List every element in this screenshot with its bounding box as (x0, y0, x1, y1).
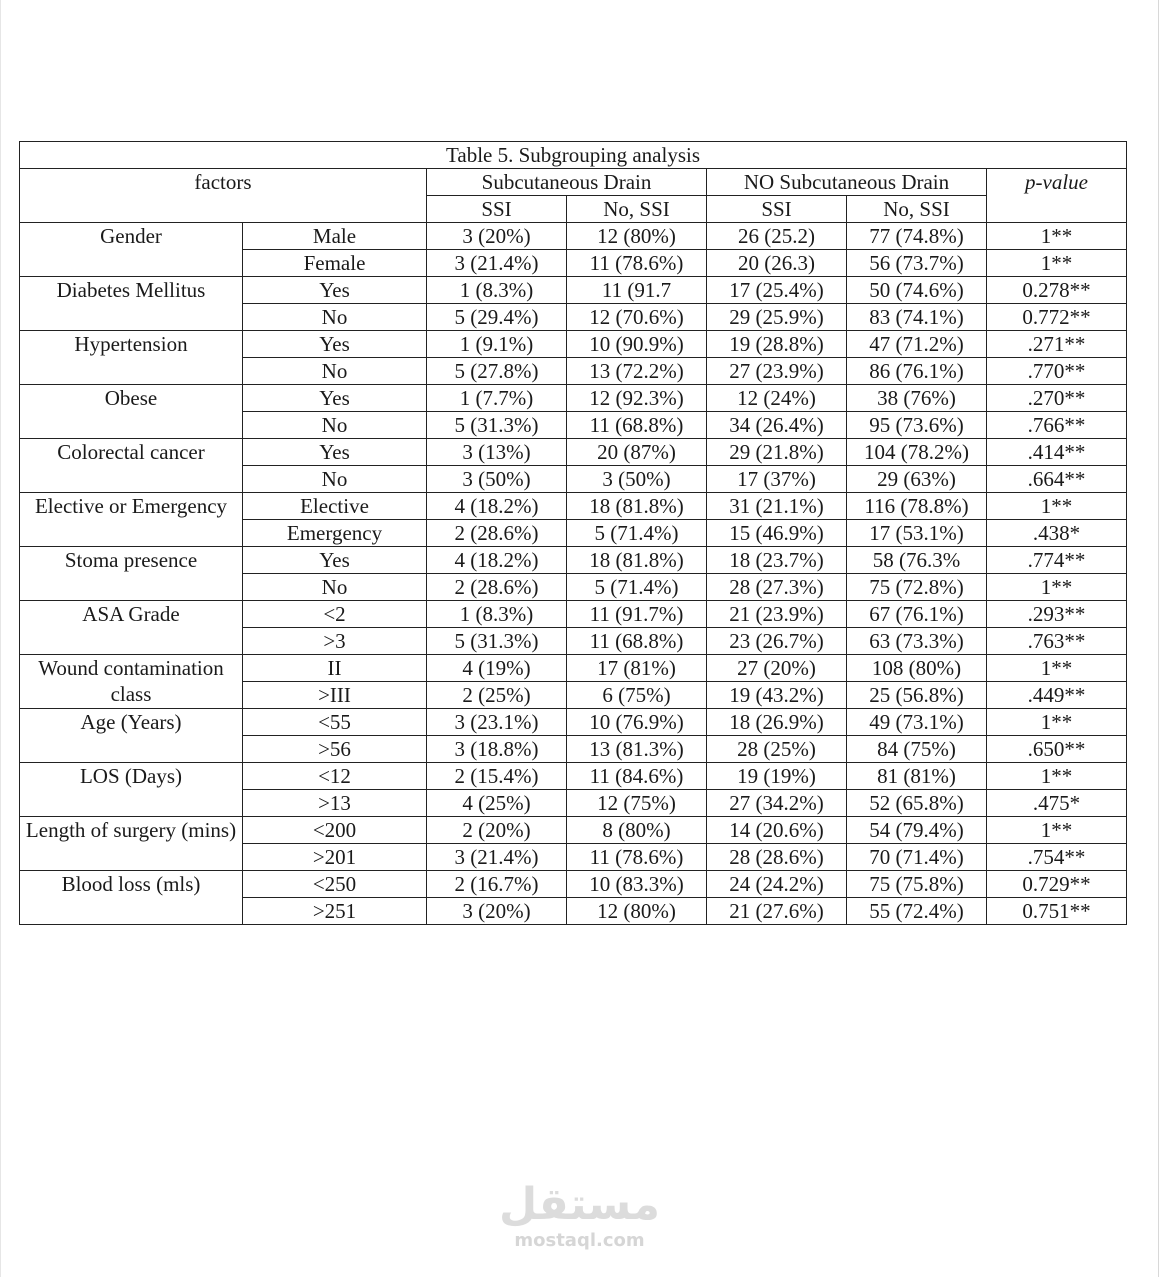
no-drain-ssi-cell: 20 (26.3) (707, 250, 847, 277)
drain-ssi-cell: 1 (7.7%) (427, 385, 567, 412)
no-drain-no-ssi-cell: 38 (76%) (847, 385, 987, 412)
no-drain-ssi-cell: 15 (46.9%) (707, 520, 847, 547)
factor-cell: Stoma presence (20, 547, 243, 601)
no-drain-ssi-cell: 28 (28.6%) (707, 844, 847, 871)
no-drain-no-ssi-cell: 70 (71.4%) (847, 844, 987, 871)
drain-ssi-cell: 3 (18.8%) (427, 736, 567, 763)
drain-no-ssi-cell: 11 (84.6%) (567, 763, 707, 790)
drain-no-ssi-cell: 10 (76.9%) (567, 709, 707, 736)
no-subcutaneous-drain-header: NO Subcutaneous Drain (707, 169, 987, 196)
drain-ssi-cell: 1 (9.1%) (427, 331, 567, 358)
p-value-cell: 1** (987, 655, 1127, 682)
no-drain-ssi-cell: 17 (25.4%) (707, 277, 847, 304)
drain-ssi-cell: 5 (29.4%) (427, 304, 567, 331)
factor-cell: Elective or Emergency (20, 493, 243, 547)
no-drain-ssi-cell: 12 (24%) (707, 385, 847, 412)
no-drain-no-ssi-cell: 95 (73.6%) (847, 412, 987, 439)
no-drain-no-ssi-cell: 81 (81%) (847, 763, 987, 790)
no-drain-ssi-cell: 26 (25.2) (707, 223, 847, 250)
no-drain-no-ssi-cell: 104 (78.2%) (847, 439, 987, 466)
table-row (20, 601, 1127, 628)
factor-cell: Obese (20, 385, 243, 439)
drain-no-ssi-cell: 11 (68.8%) (567, 412, 707, 439)
factor-cell: Hypertension (20, 331, 243, 385)
p-value-cell: .766** (987, 412, 1127, 439)
no-drain-ssi-header: SSI (707, 196, 847, 223)
p-value-header: p-value (987, 169, 1127, 223)
drain-ssi-cell: 3 (20%) (427, 898, 567, 925)
p-value-cell: 0.278** (987, 277, 1127, 304)
no-drain-ssi-cell: 23 (26.7%) (707, 628, 847, 655)
p-value-cell: .270** (987, 385, 1127, 412)
table-row (20, 817, 1127, 844)
no-drain-ssi-cell: 18 (23.7%) (707, 547, 847, 574)
level-cell: Yes (243, 547, 427, 574)
no-drain-no-ssi-cell: 75 (75.8%) (847, 871, 987, 898)
drain-ssi-cell: 5 (27.8%) (427, 358, 567, 385)
p-value-cell: .475* (987, 790, 1127, 817)
level-cell: No (243, 466, 427, 493)
drain-ssi-cell: 2 (28.6%) (427, 520, 567, 547)
drain-ssi-cell: 3 (23.1%) (427, 709, 567, 736)
drain-no-ssi-cell: 13 (72.2%) (567, 358, 707, 385)
drain-no-ssi-cell: 10 (83.3%) (567, 871, 707, 898)
level-cell: >201 (243, 844, 427, 871)
no-drain-ssi-cell: 21 (27.6%) (707, 898, 847, 925)
no-drain-no-ssi-cell: 49 (73.1%) (847, 709, 987, 736)
p-value-cell: 0.751** (987, 898, 1127, 925)
p-value-cell: 1** (987, 763, 1127, 790)
table-row (20, 277, 1127, 304)
no-drain-ssi-cell: 29 (25.9%) (707, 304, 847, 331)
level-cell: <250 (243, 871, 427, 898)
p-value-cell: .770** (987, 358, 1127, 385)
drain-no-ssi-cell: 11 (91.7 (567, 277, 707, 304)
level-cell: <12 (243, 763, 427, 790)
watermark-site: mostaql.com (514, 1230, 645, 1251)
drain-no-ssi-cell: 8 (80%) (567, 817, 707, 844)
level-cell: >3 (243, 628, 427, 655)
level-cell: Yes (243, 331, 427, 358)
no-drain-no-ssi-cell: 17 (53.1%) (847, 520, 987, 547)
table-row (20, 547, 1127, 574)
table-row (20, 331, 1127, 358)
no-drain-ssi-cell: 18 (26.9%) (707, 709, 847, 736)
drain-ssi-cell: 3 (21.4%) (427, 250, 567, 277)
drain-no-ssi-cell: 12 (75%) (567, 790, 707, 817)
no-drain-no-ssi-cell: 52 (65.8%) (847, 790, 987, 817)
table-row (20, 439, 1127, 466)
no-drain-ssi-cell: 19 (43.2%) (707, 682, 847, 709)
level-cell: >251 (243, 898, 427, 925)
no-drain-no-ssi-header: No, SSI (847, 196, 987, 223)
no-drain-no-ssi-cell: 116 (78.8%) (847, 493, 987, 520)
factor-cell: Wound contamination class (20, 655, 243, 709)
watermark (0, 1180, 1159, 1252)
drain-no-ssi-header: No, SSI (567, 196, 707, 223)
no-drain-ssi-cell: 24 (24.2%) (707, 871, 847, 898)
table-row (20, 385, 1127, 412)
no-drain-no-ssi-cell: 50 (74.6%) (847, 277, 987, 304)
factor-cell: Diabetes Mellitus (20, 277, 243, 331)
factors-header: factors (20, 169, 427, 223)
no-drain-no-ssi-cell: 86 (76.1%) (847, 358, 987, 385)
drain-ssi-cell: 4 (25%) (427, 790, 567, 817)
drain-no-ssi-cell: 18 (81.8%) (567, 547, 707, 574)
p-value-cell: 1** (987, 493, 1127, 520)
drain-ssi-cell: 1 (8.3%) (427, 277, 567, 304)
level-cell: <2 (243, 601, 427, 628)
drain-no-ssi-cell: 6 (75%) (567, 682, 707, 709)
level-cell: No (243, 304, 427, 331)
no-drain-no-ssi-cell: 84 (75%) (847, 736, 987, 763)
no-drain-ssi-cell: 19 (28.8%) (707, 331, 847, 358)
drain-ssi-cell: 4 (18.2%) (427, 547, 567, 574)
factor-cell: Blood loss (mls) (20, 871, 243, 925)
drain-no-ssi-cell: 13 (81.3%) (567, 736, 707, 763)
factor-cell: Age (Years) (20, 709, 243, 763)
level-cell: <55 (243, 709, 427, 736)
drain-no-ssi-cell: 20 (87%) (567, 439, 707, 466)
p-value-cell: 1** (987, 250, 1127, 277)
no-drain-ssi-cell: 31 (21.1%) (707, 493, 847, 520)
level-cell: >III (243, 682, 427, 709)
p-value-cell: 1** (987, 574, 1127, 601)
no-drain-ssi-cell: 34 (26.4%) (707, 412, 847, 439)
level-cell: Yes (243, 439, 427, 466)
factor-cell: ASA Grade (20, 601, 243, 655)
no-drain-no-ssi-cell: 55 (72.4%) (847, 898, 987, 925)
p-value-cell: 1** (987, 223, 1127, 250)
p-value-cell: .414** (987, 439, 1127, 466)
drain-no-ssi-cell: 5 (71.4%) (567, 574, 707, 601)
no-drain-ssi-cell: 28 (25%) (707, 736, 847, 763)
factor-cell: Length of surgery (mins) (20, 817, 243, 871)
no-drain-ssi-cell: 28 (27.3%) (707, 574, 847, 601)
table-row (20, 493, 1127, 520)
table-row (20, 709, 1127, 736)
p-value-cell: .438* (987, 520, 1127, 547)
p-value-cell: 1** (987, 817, 1127, 844)
watermark-logo: مستقل (499, 1179, 660, 1230)
drain-ssi-cell: 4 (18.2%) (427, 493, 567, 520)
factor-cell: LOS (Days) (20, 763, 243, 817)
drain-no-ssi-cell: 3 (50%) (567, 466, 707, 493)
drain-ssi-cell: 5 (31.3%) (427, 628, 567, 655)
table-body (20, 223, 1127, 925)
drain-ssi-cell: 2 (20%) (427, 817, 567, 844)
no-drain-ssi-cell: 27 (23.9%) (707, 358, 847, 385)
p-value-cell: .763** (987, 628, 1127, 655)
drain-no-ssi-cell: 12 (80%) (567, 223, 707, 250)
subcutaneous-drain-header: Subcutaneous Drain (427, 169, 707, 196)
drain-no-ssi-cell: 12 (80%) (567, 898, 707, 925)
factor-cell: Gender (20, 223, 243, 277)
no-drain-no-ssi-cell: 29 (63%) (847, 466, 987, 493)
drain-no-ssi-cell: 18 (81.8%) (567, 493, 707, 520)
no-drain-ssi-cell: 21 (23.9%) (707, 601, 847, 628)
drain-ssi-cell: 1 (8.3%) (427, 601, 567, 628)
no-drain-ssi-cell: 27 (20%) (707, 655, 847, 682)
no-drain-no-ssi-cell: 56 (73.7%) (847, 250, 987, 277)
p-value-cell: .449** (987, 682, 1127, 709)
drain-ssi-header: SSI (427, 196, 567, 223)
no-drain-no-ssi-cell: 108 (80%) (847, 655, 987, 682)
drain-no-ssi-cell: 17 (81%) (567, 655, 707, 682)
no-drain-ssi-cell: 14 (20.6%) (707, 817, 847, 844)
no-drain-no-ssi-cell: 77 (74.8%) (847, 223, 987, 250)
drain-ssi-cell: 2 (25%) (427, 682, 567, 709)
level-cell: Male (243, 223, 427, 250)
p-value-cell: 0.729** (987, 871, 1127, 898)
no-drain-ssi-cell: 29 (21.8%) (707, 439, 847, 466)
subgrouping-table (19, 141, 1127, 925)
level-cell: No (243, 358, 427, 385)
drain-ssi-cell: 4 (19%) (427, 655, 567, 682)
drain-ssi-cell: 2 (28.6%) (427, 574, 567, 601)
drain-ssi-cell: 5 (31.3%) (427, 412, 567, 439)
no-drain-no-ssi-cell: 67 (76.1%) (847, 601, 987, 628)
p-value-cell: 1** (987, 709, 1127, 736)
no-drain-no-ssi-cell: 58 (76.3% (847, 547, 987, 574)
drain-ssi-cell: 2 (16.7%) (427, 871, 567, 898)
p-value-cell: .774** (987, 547, 1127, 574)
no-drain-no-ssi-cell: 54 (79.4%) (847, 817, 987, 844)
drain-no-ssi-cell: 12 (92.3%) (567, 385, 707, 412)
header-row-1 (20, 169, 1127, 196)
no-drain-no-ssi-cell: 63 (73.3%) (847, 628, 987, 655)
no-drain-no-ssi-cell: 25 (56.8%) (847, 682, 987, 709)
no-drain-ssi-cell: 17 (37%) (707, 466, 847, 493)
page-left-edge (0, 0, 1, 1277)
table-row (20, 223, 1127, 250)
drain-no-ssi-cell: 11 (91.7%) (567, 601, 707, 628)
no-drain-ssi-cell: 27 (34.2%) (707, 790, 847, 817)
level-cell: Yes (243, 385, 427, 412)
level-cell: No (243, 412, 427, 439)
level-cell: Yes (243, 277, 427, 304)
p-value-cell: .293** (987, 601, 1127, 628)
no-drain-no-ssi-cell: 47 (71.2%) (847, 331, 987, 358)
level-cell: >56 (243, 736, 427, 763)
caption-row (20, 142, 1127, 169)
drain-ssi-cell: 2 (15.4%) (427, 763, 567, 790)
table-row (20, 871, 1127, 898)
p-value-cell: .664** (987, 466, 1127, 493)
no-drain-no-ssi-cell: 83 (74.1%) (847, 304, 987, 331)
p-value-cell: .650** (987, 736, 1127, 763)
level-cell: No (243, 574, 427, 601)
level-cell: <200 (243, 817, 427, 844)
drain-no-ssi-cell: 10 (90.9%) (567, 331, 707, 358)
level-cell: II (243, 655, 427, 682)
drain-no-ssi-cell: 11 (78.6%) (567, 844, 707, 871)
no-drain-ssi-cell: 19 (19%) (707, 763, 847, 790)
level-cell: Female (243, 250, 427, 277)
table-caption: Table 5. Subgrouping analysis (20, 142, 1127, 169)
level-cell: Elective (243, 493, 427, 520)
table-row (20, 763, 1127, 790)
drain-ssi-cell: 3 (13%) (427, 439, 567, 466)
p-value-cell: 0.772** (987, 304, 1127, 331)
drain-no-ssi-cell: 5 (71.4%) (567, 520, 707, 547)
factor-cell: Colorectal cancer (20, 439, 243, 493)
drain-ssi-cell: 3 (50%) (427, 466, 567, 493)
p-value-cell: .754** (987, 844, 1127, 871)
level-cell: >13 (243, 790, 427, 817)
no-drain-no-ssi-cell: 75 (72.8%) (847, 574, 987, 601)
drain-no-ssi-cell: 11 (78.6%) (567, 250, 707, 277)
drain-no-ssi-cell: 11 (68.8%) (567, 628, 707, 655)
drain-no-ssi-cell: 12 (70.6%) (567, 304, 707, 331)
drain-ssi-cell: 3 (20%) (427, 223, 567, 250)
p-value-cell: .271** (987, 331, 1127, 358)
drain-ssi-cell: 3 (21.4%) (427, 844, 567, 871)
table-row (20, 655, 1127, 682)
level-cell: Emergency (243, 520, 427, 547)
